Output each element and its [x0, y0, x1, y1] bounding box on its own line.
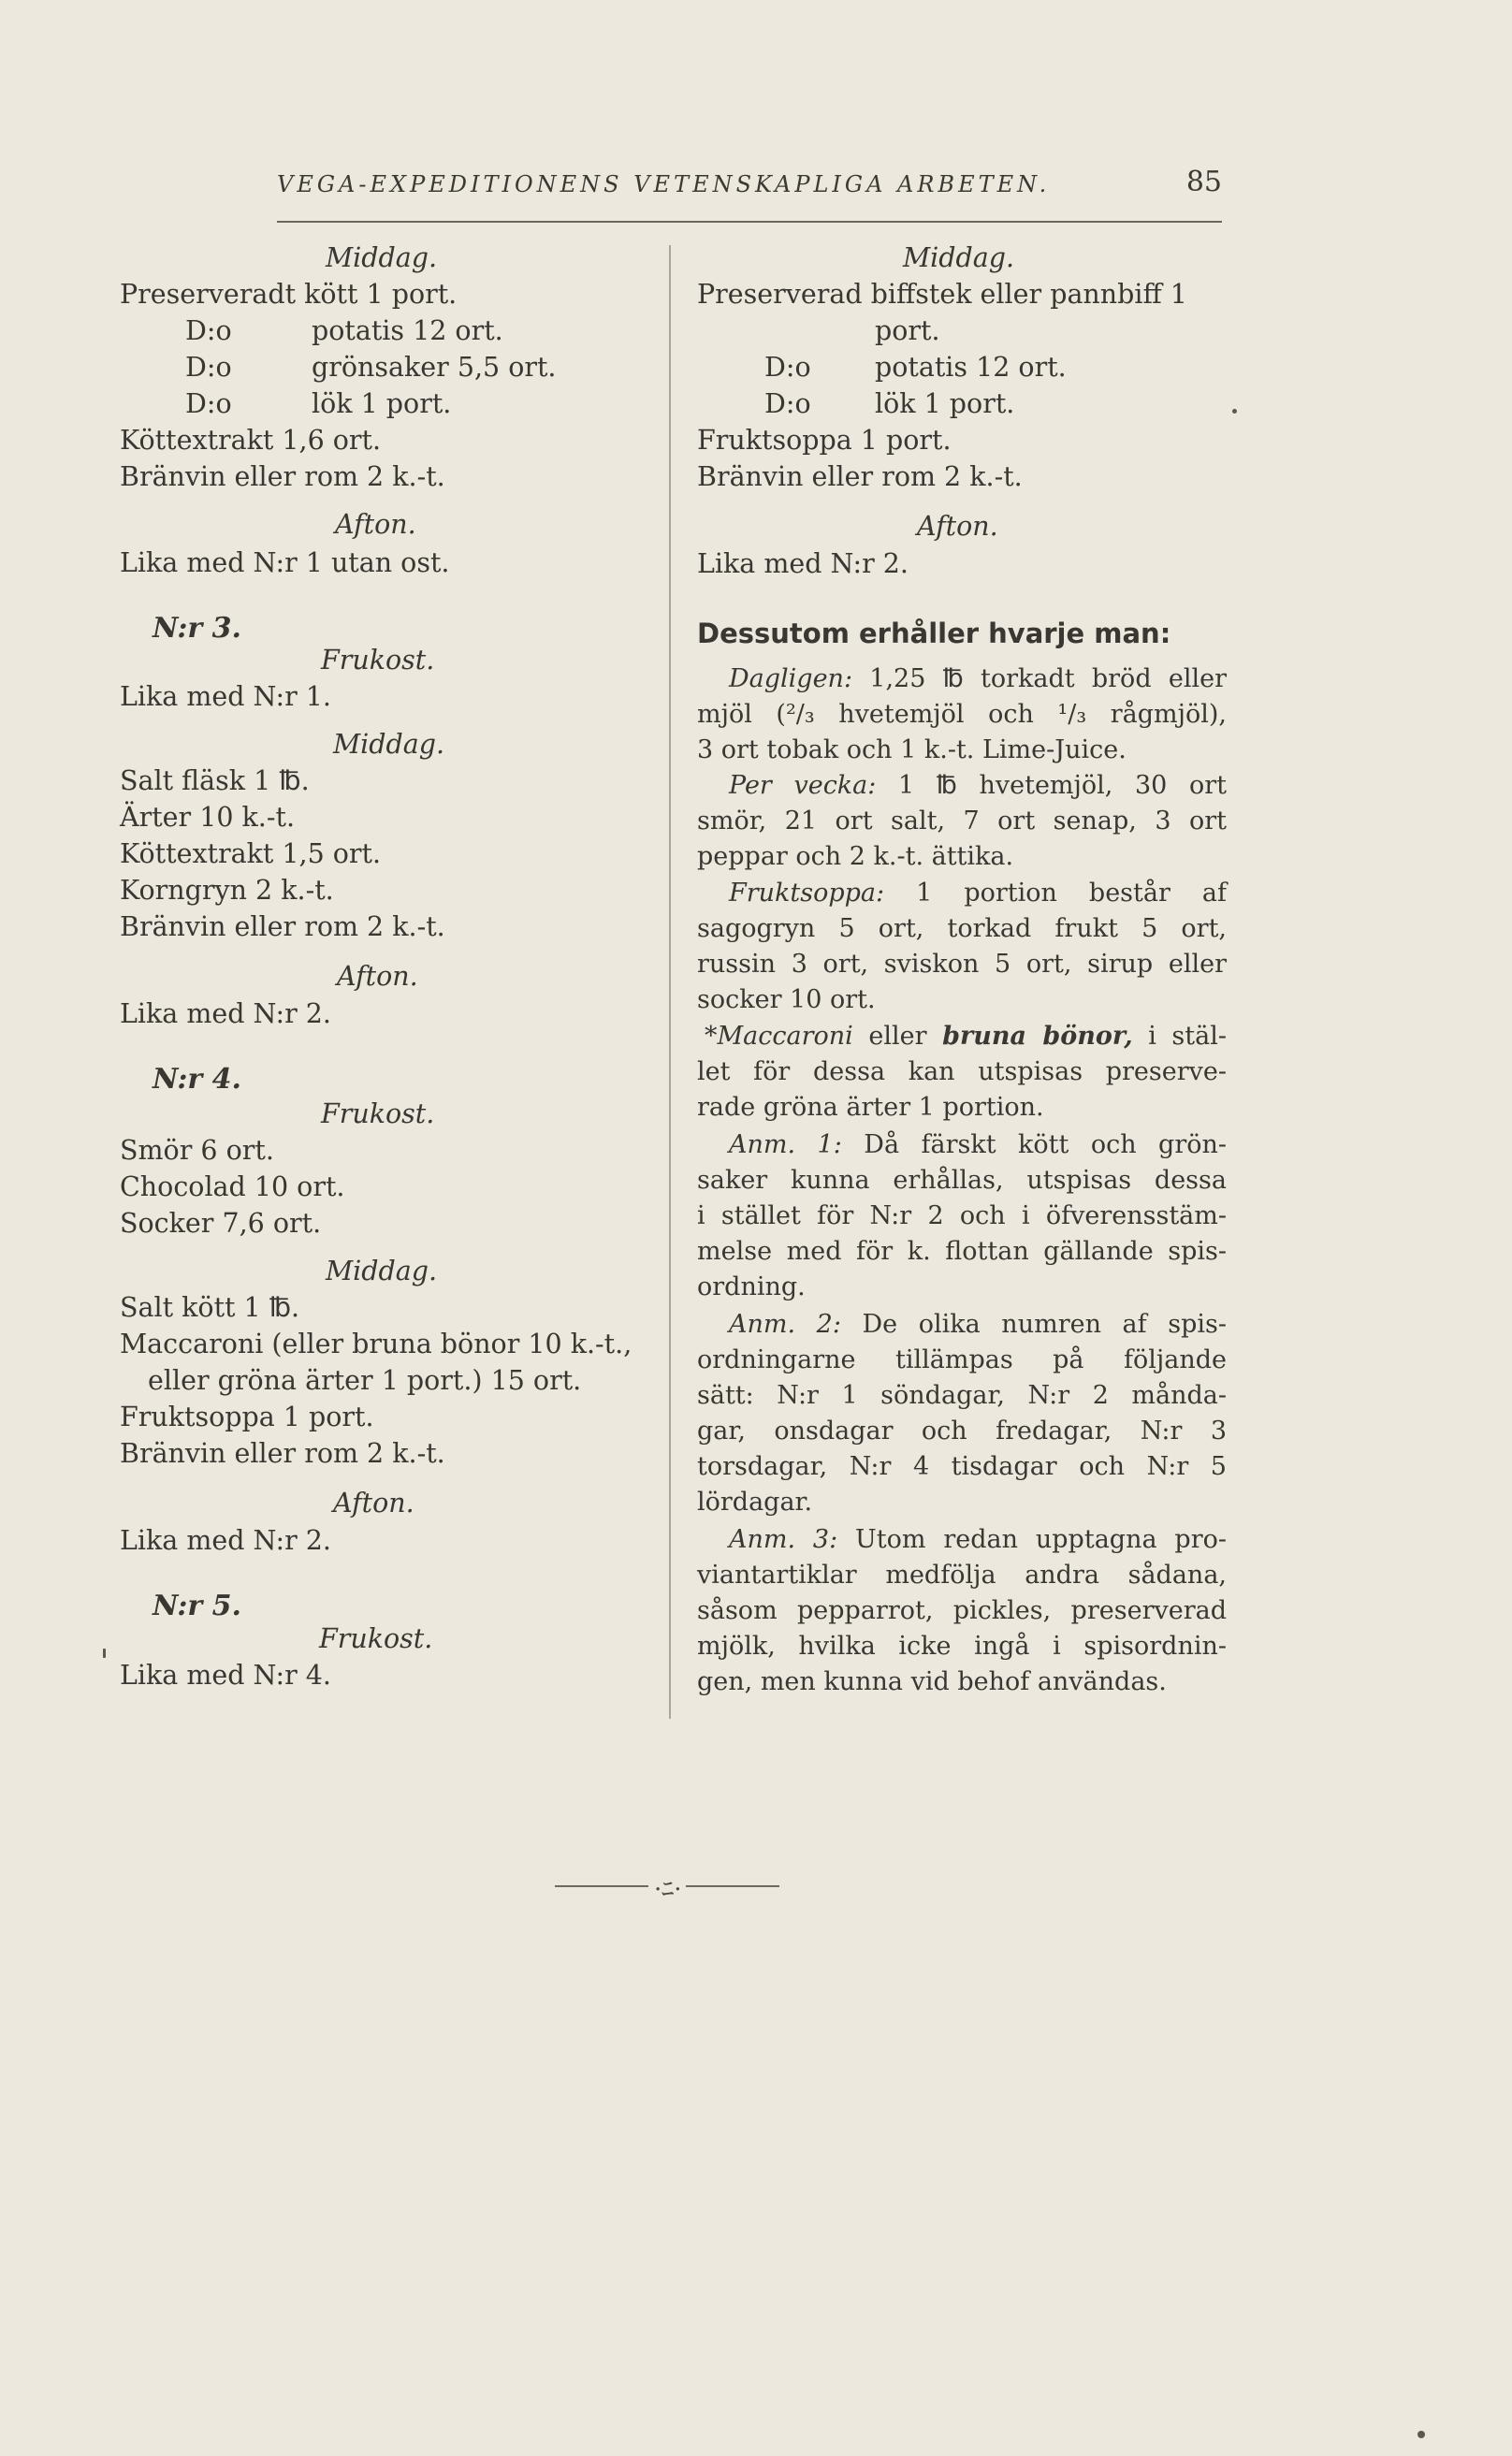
meal-heading: Frukost. — [321, 645, 435, 676]
paragraph-line: viantartiklar medfölja andra sådana, — [697, 1561, 1227, 1590]
meal-heading: Afton. — [335, 509, 416, 540]
page-number: 85 — [1185, 166, 1222, 198]
running-header — [277, 166, 1222, 209]
header-rule — [277, 221, 1222, 223]
text-run: 1 ℔ hvetemjöl, 30 ort — [876, 771, 1227, 800]
run-in-label: Anm. 3: — [729, 1525, 838, 1554]
paragraph-line: torsdagar, N:r 4 tisdagar och N:r 5 — [697, 1452, 1227, 1481]
ditto-mark: D:o — [764, 352, 811, 383]
paragraph-line — [697, 1019, 1227, 1055]
text-run: 1 portion består af — [884, 879, 1227, 908]
paragraph-line: såsom pepparrot, pickles, preserverad — [697, 1596, 1227, 1625]
paragraph-line: sagogryn 5 ort, torkad frukt 5 ort, — [697, 914, 1227, 943]
menu-line: port. — [875, 315, 940, 346]
run-in-label: Dagligen: — [729, 664, 853, 693]
menu-line: Salt kött 1 ℔. — [120, 1292, 300, 1323]
menu-line: Smör 6 ort. — [120, 1135, 274, 1166]
menu-line: Lika med N:r 2. — [697, 548, 909, 579]
ornament-glyph: ·ﾆ· — [654, 1876, 682, 1904]
ration-number-4: N:r 4. — [153, 1063, 241, 1096]
section-heading: Dessutom erhåller hvarje man: — [697, 618, 1171, 649]
run-in-label: Maccaroni — [717, 1022, 853, 1051]
meal-heading: Afton. — [337, 961, 418, 992]
meal-heading: Middag. — [326, 1256, 438, 1286]
ditto-mark: D:o — [185, 315, 232, 346]
column-divider — [669, 245, 671, 1719]
paragraph-line: socker 10 ort. — [697, 985, 876, 1014]
text-run: De olika numren af spis- — [840, 1310, 1227, 1339]
menu-line: Maccaroni (eller bruna bönor 10 k.-t., — [120, 1329, 632, 1359]
text-run: eller — [852, 1022, 943, 1051]
menu-line: Fruktsoppa 1 port. — [120, 1402, 374, 1432]
menu-line: grönsaker 5,5 ort. — [312, 352, 557, 383]
paragraph-line — [697, 1127, 1227, 1164]
ditto-mark: D:o — [764, 388, 811, 419]
paragraph-line: let för dessa kan utspisas preserve- — [697, 1057, 1227, 1086]
paragraph-line: gen, men kunna vid behof användas. — [697, 1667, 1167, 1696]
ditto-mark: D:o — [185, 352, 232, 383]
menu-line: Fruktsoppa 1 port. — [697, 425, 952, 456]
run-in-label: Anm. 2: — [729, 1310, 841, 1339]
meal-heading: Afton. — [333, 1488, 414, 1519]
paragraph-line — [697, 1522, 1227, 1559]
menu-line: Preserverad biffstek eller pannbiff 1 — [697, 279, 1187, 310]
meal-heading: Middag. — [903, 242, 1015, 273]
menu-line: Bränvin eller rom 2 k.-t. — [697, 461, 1023, 492]
paragraph-line: 3 ort tobak och 1 k.-t. Lime-Juice. — [697, 735, 1127, 764]
meal-heading: Middag. — [326, 242, 438, 273]
ditto-mark: D:o — [185, 388, 232, 419]
menu-line: potatis 12 ort. — [875, 352, 1067, 383]
ornament-rule-right — [686, 1885, 779, 1887]
paragraph-line — [697, 661, 1227, 698]
meal-heading: Frukost. — [319, 1623, 433, 1654]
ration-number-5: N:r 5. — [153, 1590, 241, 1622]
paragraph-line: rade gröna ärter 1 portion. — [697, 1093, 1044, 1122]
menu-line: Chocolad 10 ort. — [120, 1171, 345, 1202]
text-run: i stäl- — [1132, 1022, 1227, 1051]
header-title: VEGA-EXPEDITIONENS VETENSKAPLIGA ARBETEN. — [277, 171, 1051, 197]
paragraph-line: smör, 21 ort salt, 7 ort senap, 3 ort — [697, 807, 1227, 836]
menu-line: Bränvin eller rom 2 k.-t. — [120, 911, 445, 942]
bold-term: bruna bönor, — [942, 1022, 1133, 1051]
menu-line: Preserveradt kött 1 port. — [120, 279, 458, 310]
menu-line: lök 1 port. — [312, 388, 452, 419]
meal-heading: Middag. — [333, 729, 445, 760]
paragraph-line: ordning. — [697, 1272, 806, 1301]
menu-line: Ärter 10 k.-t. — [120, 802, 296, 833]
footnote-star: * — [705, 1022, 718, 1051]
ration-number-3: N:r 3. — [153, 612, 241, 645]
paragraph-line: peppar och 2 k.-t. ättika. — [697, 842, 1014, 871]
menu-line: potatis 12 ort. — [312, 315, 503, 346]
menu-line: eller gröna ärter 1 port.) 15 ort. — [148, 1365, 582, 1396]
menu-line: Korngryn 2 k.-t. — [120, 875, 334, 906]
run-in-label: Fruktsoppa: — [729, 879, 885, 908]
run-in-label: Anm. 1: — [729, 1130, 842, 1159]
text-run: 1,25 ℔ torkadt bröd eller — [852, 664, 1227, 693]
paragraph-line: russin 3 ort, sviskon 5 ort, sirup eller — [697, 950, 1227, 979]
menu-line: Lika med N:r 1. — [120, 681, 331, 712]
paragraph-line: ordningarne tillämpas på följande — [697, 1345, 1227, 1374]
meal-heading: Frukost. — [321, 1098, 435, 1129]
end-ornament — [555, 1874, 779, 1904]
menu-line: Lika med N:r 2. — [120, 998, 331, 1029]
paragraph-line: saker kunna erhållas, utspisas dessa — [697, 1166, 1227, 1195]
paragraph-line — [697, 768, 1227, 805]
menu-line: Köttextrakt 1,6 ort. — [120, 425, 382, 456]
paper-speck — [103, 1649, 106, 1658]
paragraph-line: i stället för N:r 2 och i öfverensstäm- — [697, 1201, 1227, 1230]
text-run: Då färskt kött och grön- — [841, 1130, 1228, 1159]
menu-line: Salt fläsk 1 ℔. — [120, 765, 310, 796]
menu-line: Köttextrakt 1,5 ort. — [120, 838, 382, 869]
menu-line: Lika med N:r 4. — [120, 1660, 331, 1691]
paragraph-line: mjöl (²/₃ hvetemjöl och ¹/₃ rågmjöl), — [697, 700, 1227, 729]
paragraph-line — [697, 876, 1227, 912]
paper-speck — [1232, 409, 1237, 414]
paragraph-line: mjölk, hvilka icke ingå i spisordnin- — [697, 1632, 1227, 1661]
paragraph-line: lördagar. — [697, 1488, 813, 1517]
menu-line: Socker 7,6 ort. — [120, 1208, 322, 1239]
menu-line: Lika med N:r 1 utan ost. — [120, 547, 450, 578]
meal-heading: Afton. — [917, 511, 998, 542]
paragraph-line: gar, onsdagar och fredagar, N:r 3 — [697, 1417, 1227, 1446]
menu-line: lök 1 port. — [875, 388, 1015, 419]
ornament-rule-left — [555, 1885, 648, 1887]
paper-speck — [1418, 2431, 1425, 2438]
menu-line: Lika med N:r 2. — [120, 1525, 331, 1556]
run-in-label: Per vecka: — [729, 771, 877, 800]
text-run: Utom redan upptagna pro- — [837, 1525, 1227, 1554]
menu-line: Bränvin eller rom 2 k.-t. — [120, 461, 445, 492]
menu-line: Bränvin eller rom 2 k.-t. — [120, 1438, 445, 1469]
paragraph-line: melse med för k. flottan gällande spis- — [697, 1237, 1227, 1266]
paragraph-line — [697, 1307, 1227, 1344]
paragraph-line: sätt: N:r 1 söndagar, N:r 2 månda- — [697, 1381, 1227, 1410]
